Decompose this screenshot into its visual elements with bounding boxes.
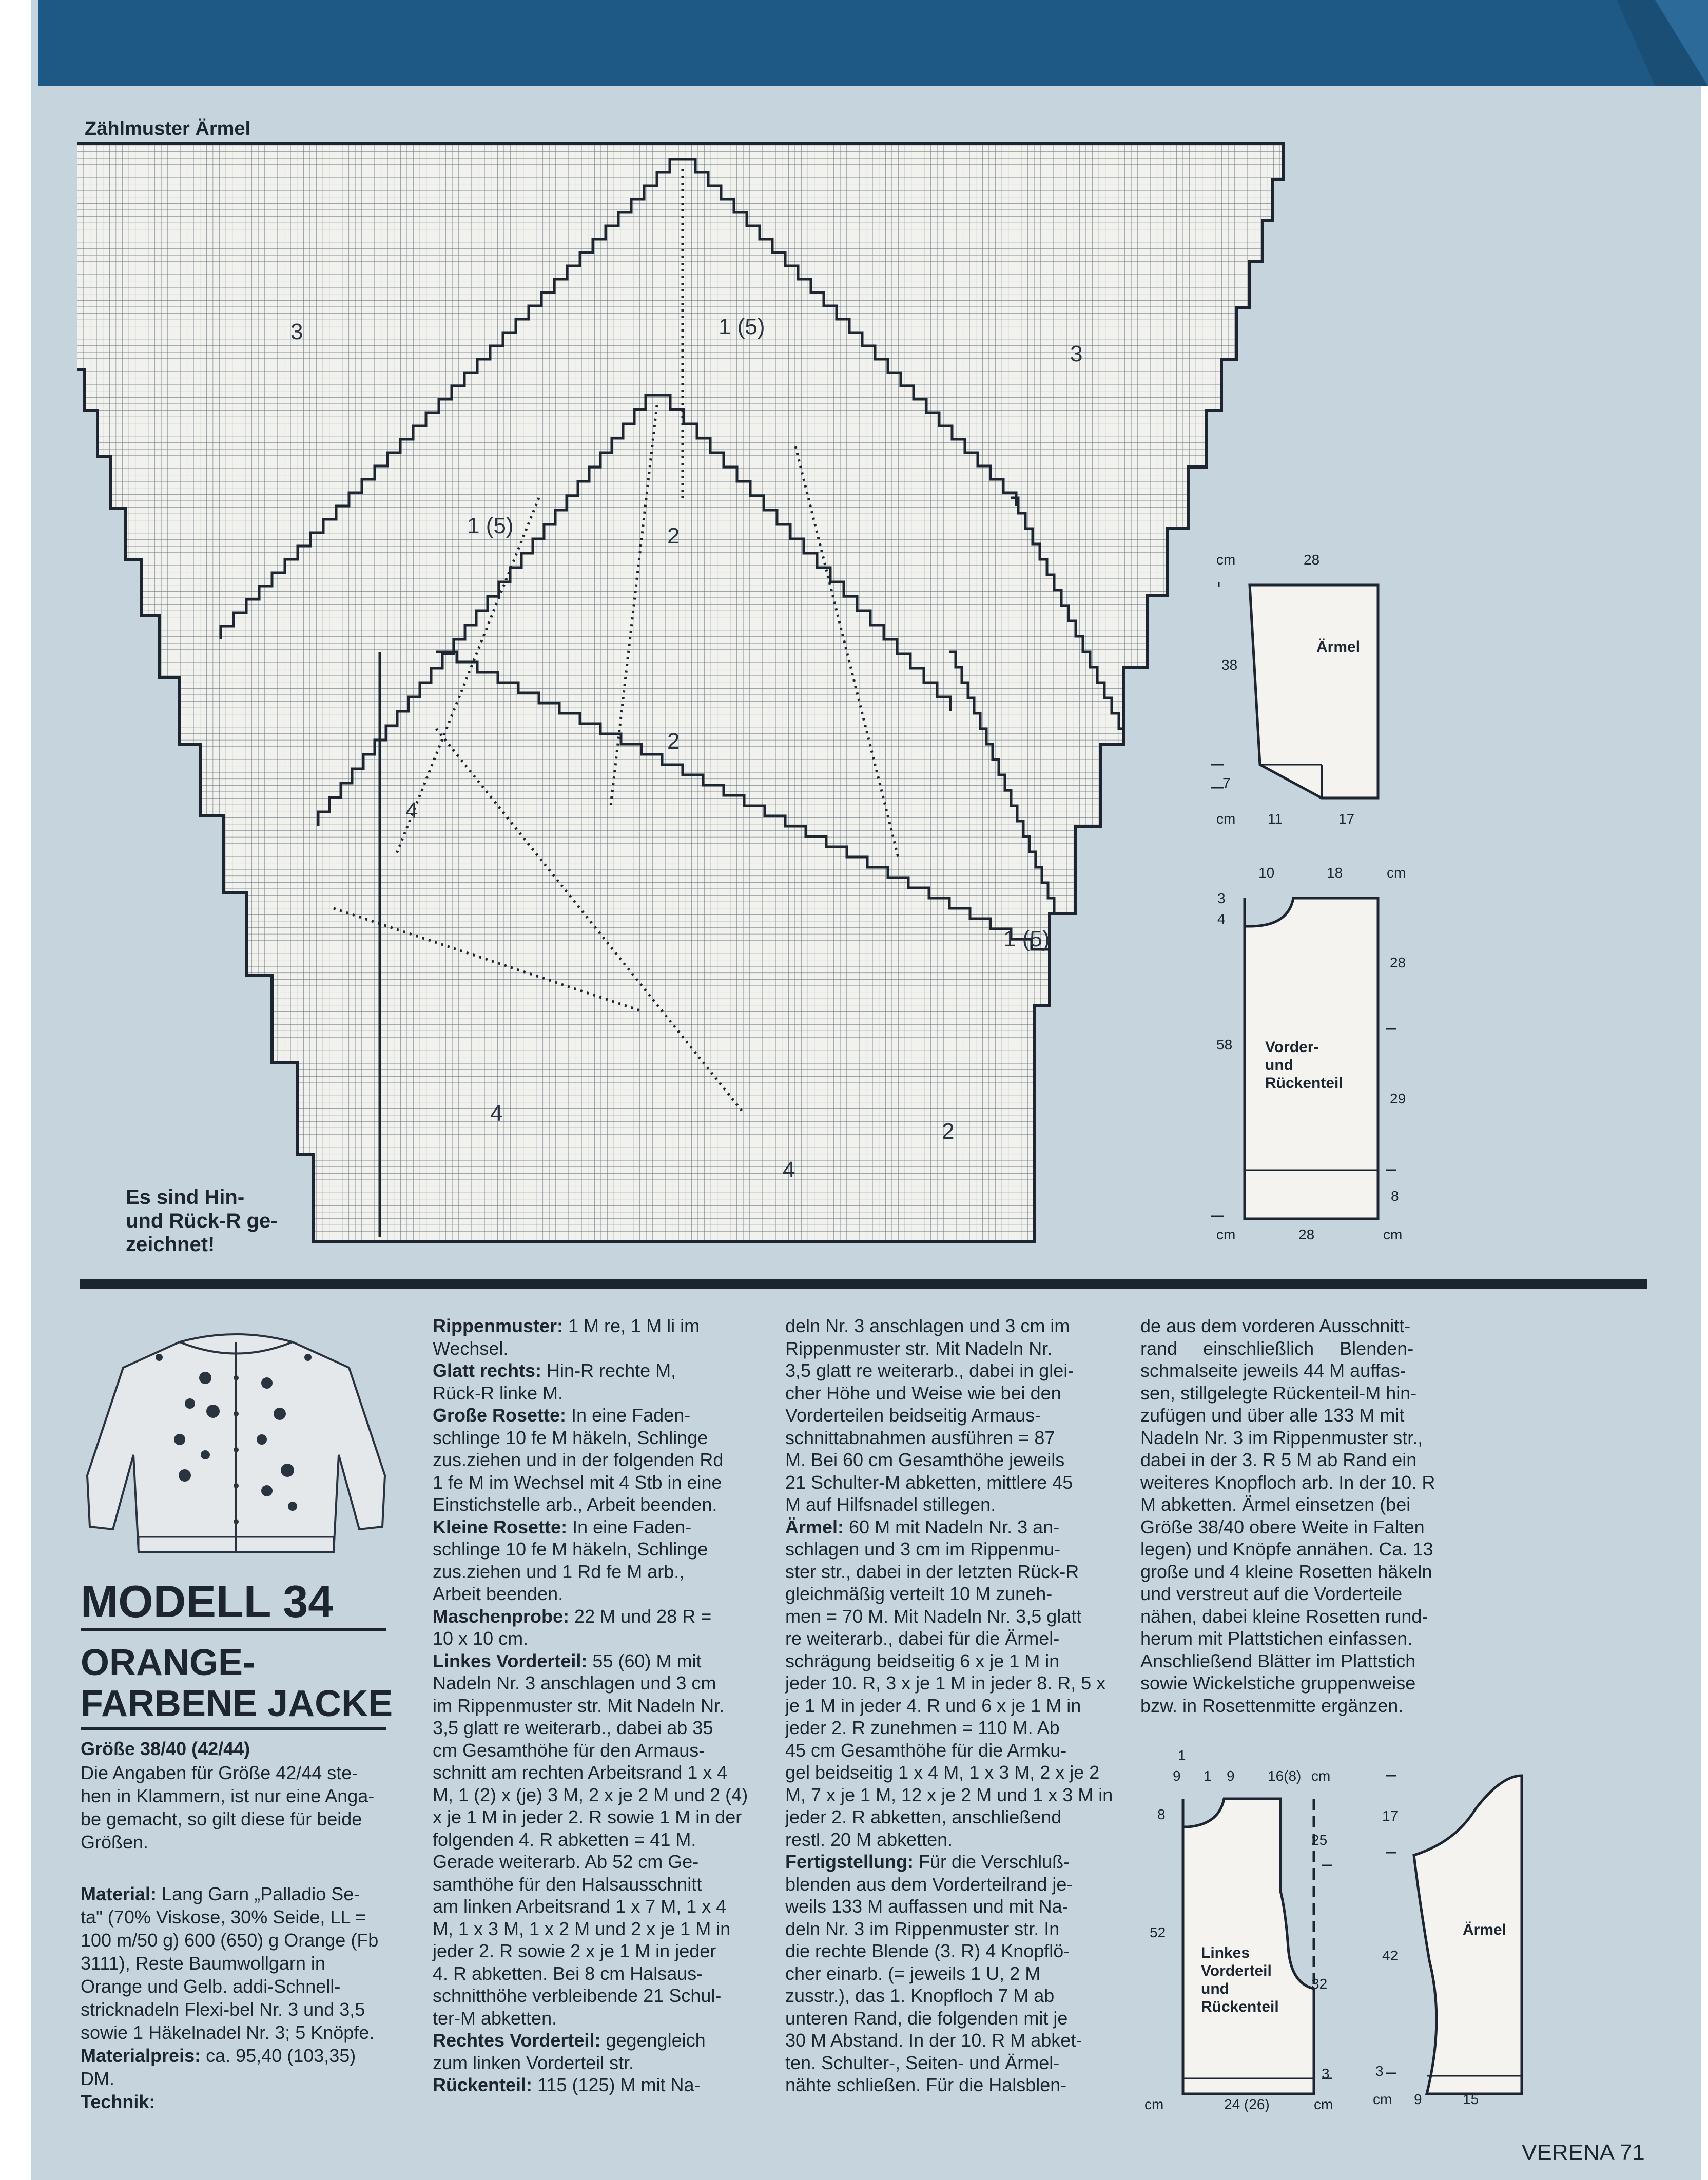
price-block <box>81 2044 356 2090</box>
jacket-illustration <box>82 1321 390 1563</box>
section-text: deln Nr. 3 anschlagen und 3 cm im Rippenmuster str. Mit Nadeln Nr. 3,5 glatt re weiterarb., dabei in glei- cher Höhe und Weise wie bei den Vorderteilen beidseitig Armaus- schnittabnahmen ausführen = 87 M. Bei 60 cm Gesamthöhe jeweils 21 Schulter-M abketten, mittlere 45 M auf Hilfsnadel stillegen. <box>785 1315 1074 1515</box>
body-label-line: Rückenteil <box>1265 1075 1343 1092</box>
sleeve-b1: 9 <box>1414 2091 1422 2107</box>
page-footer: VERENA 71 <box>1522 2140 1645 2165</box>
sleeve-b2: 15 <box>1463 2091 1479 2107</box>
section-text: 22 M und 28 R = 10 x 10 cm. <box>433 1605 712 1649</box>
cm-label: cm <box>1314 2096 1333 2112</box>
cm-label: cm <box>1216 811 1236 827</box>
knitting-chart <box>77 139 1293 1252</box>
region-label: 3 <box>1070 341 1083 366</box>
region-label: 1 (5) <box>467 513 514 538</box>
body-neck-1: 3 <box>1217 890 1226 906</box>
front-bottom: 24 (26) <box>1224 2096 1270 2112</box>
model-title-line: FARBENE JACKE <box>81 1683 393 1724</box>
region-label: 4 <box>783 1157 795 1182</box>
size-heading: Größe 38/40 (42/44) <box>81 1738 250 1759</box>
sleeve-schematic-bottom <box>1368 1765 1537 2125</box>
section-text: 115 (125) M mit Na- <box>532 2074 701 2095</box>
section-text: Für die Verschluß- blenden aus dem Vorderteilrand je- weils 133 M auffassen und mit Na- deln Nr. 3 im Rippenmuster str. In die rechte Blende (3. R) 4 Knopflö- cher einarb. (= jeweils 1 U, 2 M zusstr.), das 1. Knopfloch 7 M ab unteren Rand, die folgenden mit je 30 M Abstand. In der 10. R M abket- ten. Schulter-, Seiten- und Ärmel- nähte schließen. Für die Halsblen- <box>785 1851 1082 2095</box>
body-top-2: 18 <box>1327 865 1343 881</box>
section-text: 1 M re, 1 M li im Wechsel. <box>433 1315 700 1359</box>
model-title-line: ORANGE- <box>81 1642 255 1683</box>
body-neck-2: 4 <box>1217 911 1226 927</box>
front-top-val: 9 <box>1173 1768 1181 1784</box>
size-text: Die Angaben für Größe 42/44 ste- hen in Klammern, ist nur eine Anga- be gemacht, so gilt diese für beide Größen. <box>81 1762 375 1853</box>
section-label: Ärmel: <box>785 1516 844 1537</box>
body-label-line: und <box>1265 1057 1293 1074</box>
cm-label: cm <box>1216 1227 1236 1242</box>
front-label-line: Rückenteil <box>1201 1998 1279 2015</box>
region-label: 2 <box>667 729 680 754</box>
front-top-val: 9 <box>1227 1768 1235 1784</box>
front-label-line: Linkes <box>1201 1944 1250 1961</box>
body-top-1: 10 <box>1258 865 1275 881</box>
front-label-line: Vorderteil <box>1201 1962 1272 1979</box>
top-color-band <box>38 0 1655 86</box>
price-text: ca. 95,40 (103,35) DM. <box>81 2045 356 2089</box>
body-rib: 8 <box>1391 1188 1399 1204</box>
section-text: Hin-R rechte M, Rück-R linke M. <box>433 1360 676 1404</box>
section-label: Glatt rechts: <box>433 1360 542 1381</box>
region-label: 2 <box>667 523 680 549</box>
region-label: 4 <box>490 1101 503 1126</box>
sleeve-cuff: 7 <box>1222 775 1231 791</box>
chart-title: Zählmuster Ärmel <box>85 118 251 140</box>
body-lower: 29 <box>1390 1091 1406 1106</box>
section-label: Rippenmuster: <box>433 1315 564 1336</box>
section-divider <box>80 1279 1647 1289</box>
section-label: Linkes Vorderteil: <box>433 1650 588 1671</box>
region-label: 1 (5) <box>1003 926 1050 951</box>
front-top-val: 1 <box>1204 1768 1212 1784</box>
material-block <box>81 1882 378 2044</box>
front-lower: 32 <box>1311 1976 1328 1992</box>
section-label: Rückenteil: <box>433 2074 533 2095</box>
material-text: Lang Garn „Palladio Se- ta" (70% Viskose, 30% Seide, LL = 100 m/50 g) 600 (650) g Orange (Fb 3111), Reste Baumwollgarn in Orange und Gelb. addi-Schnell- stricknadeln Flexi-bel Nr. 3 und 3,5 sowie 1 Häkelnadel Nr. 3; 5 Knöpfe. <box>81 1883 379 2043</box>
front-schematic-bottom <box>1142 1742 1368 2132</box>
cm-label: cm <box>1216 552 1236 568</box>
sleeve-cuff-b: 3 <box>1375 2063 1384 2079</box>
body-label-line: Vorder- <box>1265 1039 1319 1056</box>
front-neck: 8 <box>1157 1806 1166 1822</box>
region-label: 1 (5) <box>719 314 765 339</box>
section-text: 55 (60) M mit Nadeln Nr. 3 anschlagen und 3 cm im Rippenmuster str. Mit Nadeln Nr. 3,5 glatt re weiterarb., dabei ab 35 cm Gesamthöhe für den Armaus- schnitt am rechten Arbeitsrand 1 x 4 M, 1 (2) x (je) 3 M, 2 x je 2 M und 2 (4) x je 1 M in jeder 2. R sowie 1 M in der folgenden 4. R abketten = 41 M. Gerade weiterarb. Ab 52 cm Ge- samthöhe für den Halsausschnitt am linken Arbeitsrand 1 x 7 M, 1 x 4 M, 1 x 3 M, 1 x 2 M und 2 x je 1 M in jeder 2. R sowie 2 x je 1 M in jeder 4. R abketten. Bei 8 cm Halsaus- schnitthöhe verbleibende 21 Schul- ter-M abketten. <box>433 1650 748 2029</box>
cm-label: cm <box>1383 1227 1403 1242</box>
subtitle-rule <box>81 1727 386 1730</box>
section-text: 60 M mit Nadeln Nr. 3 an- schlagen und 3 cm im Rippenmu- ster str., dabei in der letzten Rück-R gleichmäßig verteilt 10 M zuneh- men = 70 M. Mit Nadeln Nr. 3,5 glatt re weiterarb., dabei für die Ärmel- schrägung beidseitig 6 x je 1 M in jeder 10. R, 3 x je 1 M in jeder 8. R, 5 x je 1 M in jeder 4. R und 6 x je 1 M in jeder 2. R zunehmen = 110 M. Ab 45 cm Gesamthöhe für die Armku- gel beidseitig 1 x 4 M, 1 x 3 M, 2 x je 2 M, 7 x je 1 M, 12 x je 2 M und 1 x 3 M in jeder 2. R abketten, anschließend restl. 20 M abketten. <box>785 1516 1113 1850</box>
note-line: zeichnet! <box>126 1233 215 1256</box>
front-upper: 25 <box>1311 1832 1328 1848</box>
note-line: und Rück-R ge- <box>126 1210 278 1232</box>
region-label: 3 <box>290 319 303 344</box>
section-label: Große Rosette: <box>433 1405 567 1426</box>
sleeve-top-width: 28 <box>1304 552 1320 568</box>
cm-label: cm <box>1387 865 1406 881</box>
sleeve-schematic-top <box>1201 547 1416 839</box>
sleeve-height: 38 <box>1221 657 1238 673</box>
cm-label: cm <box>1373 2091 1392 2107</box>
front-label-line: und <box>1201 1980 1229 1997</box>
note-line: Es sind Hin- <box>126 1186 245 1209</box>
technique-block <box>81 2090 155 2113</box>
body-height: 58 <box>1216 1037 1233 1053</box>
chart-grid-shape <box>77 139 1293 1252</box>
front-rib: 3 <box>1322 2066 1330 2081</box>
model-title <box>81 1642 393 1724</box>
body-upper: 28 <box>1390 955 1406 970</box>
section-text: In eine Faden- schlinge 10 fe M häkeln, Schlinge zus.ziehen und in der folgenden Rd 1 fe M im Wechsel mit 4 Stb in eine Einstichstelle arb., Arbeit beenden. <box>433 1405 724 1515</box>
section-text: In eine Faden- schlinge 10 fe M häkeln, Schlinge zus.ziehen und 1 Rd fe M arb., Arbeit beenden. <box>433 1516 708 1604</box>
technique-label: Technik: <box>81 2091 156 2112</box>
section-label: Maschenprobe: <box>433 1605 570 1627</box>
front-height: 52 <box>1150 1924 1166 1940</box>
region-label: 4 <box>405 798 418 823</box>
instructions-column-1 <box>433 1315 748 2096</box>
chart-note <box>126 1185 278 1256</box>
model-number: MODELL 34 <box>81 1576 334 1627</box>
title-rule <box>81 1628 386 1631</box>
sleeve-label: Ärmel <box>1316 638 1361 655</box>
sleeve-label-b: Ärmel <box>1463 1921 1507 1938</box>
sleeve-bottom-1: 11 <box>1268 811 1283 827</box>
cm-label: cm <box>1144 2096 1164 2112</box>
price-label: Materialpreis: <box>81 2045 201 2066</box>
material-label: Material: <box>81 1883 157 1904</box>
front-top-val: 16(8) <box>1268 1768 1302 1784</box>
section-label: Fertigstellung: <box>785 1851 914 1872</box>
sleeve-cap: 17 <box>1382 1808 1399 1824</box>
instructions-column-2 <box>785 1315 1113 2096</box>
instructions-column-3: de aus dem vorderen Ausschnitt- rand einschließlich Blenden- schmalseite jeweils 44 M auffas- sen, stillgelegte Rückenteil-M hin- zufügen und über alle 133 M mit Nadeln Nr. 3 im Rippenmuster str., dabei in der 3. R 5 M ab Rand ein weiteres Knopfloch arb. In der 10. R M abketten. Ärmel einsetzen (bei Größe 38/40 obere Weite in Falten legen) und Knöpfe annähen. Ca. 13 große und 4 kleine Rosetten häkeln und verstreut auf die Vorderteile nähen, dabei kleine Rosetten rund- herum mit Plattstichen einfassen. Anschließend Blätter im Plattstich sowie Wickelstiche gruppenweise bzw. in Rosettenmitte ergänzen. <box>1140 1315 1435 1716</box>
section-label: Kleine Rosette: <box>433 1516 568 1537</box>
chart-grid-cells <box>77 139 1293 1252</box>
section-text: gegengleich zum linken Vorderteil str. <box>433 2030 706 2073</box>
body-schematic-top <box>1201 860 1427 1250</box>
sleeve-bottom-2: 17 <box>1338 811 1355 827</box>
sleeve-height-b: 42 <box>1382 1948 1399 1963</box>
front-top-a: 1 <box>1178 1747 1186 1763</box>
section-label: Rechtes Vorderteil: <box>433 2030 601 2051</box>
region-label: 2 <box>942 1119 955 1144</box>
body-bottom: 28 <box>1298 1227 1315 1242</box>
cm-label: cm <box>1311 1768 1331 1784</box>
corner-triangle <box>1617 0 1708 86</box>
